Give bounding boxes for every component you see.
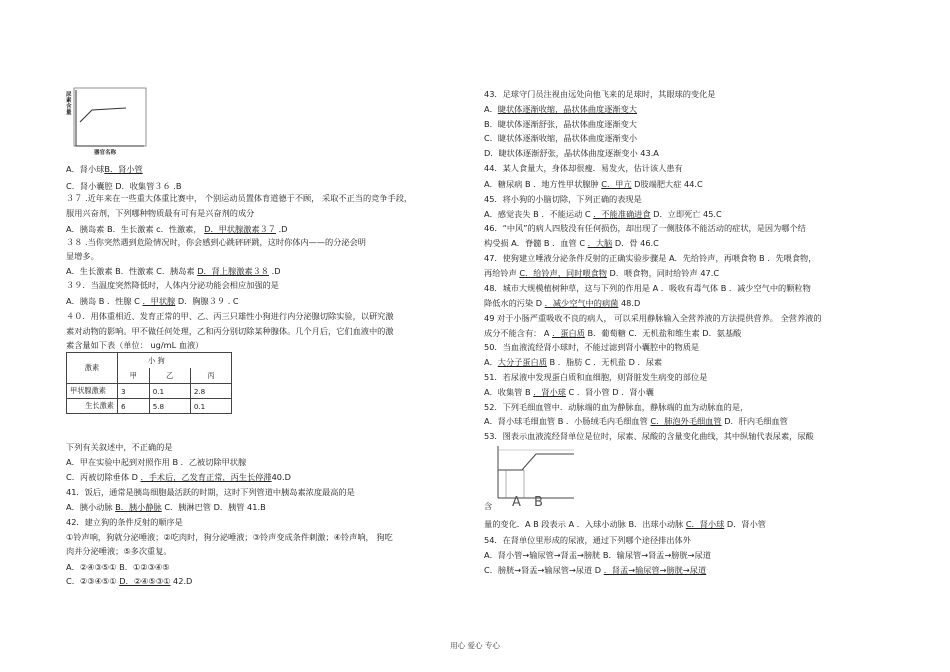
answer-underline: ．大脑 (587, 238, 613, 248)
line-text: 42．建立狗的条件反射的顺序是 (66, 517, 183, 527)
line-text: A．糖尿病 B ．地方性甲状腺肿 (484, 179, 602, 189)
line-text: 54．在肾单位里形成的尿液，通过下列哪个途径排出体外 (484, 535, 691, 545)
answer-underline: ．手术后，乙发育正常，丙生长停滞 (140, 472, 272, 482)
line-text: C．睫状体逐渐收缩，晶状体曲度逐渐变小 (484, 133, 638, 143)
graph-label-b: B (534, 495, 543, 510)
question-line (484, 148, 659, 158)
table-cell: 生长激素 (67, 399, 118, 414)
question-line (484, 328, 741, 338)
answer-underline: ．蛋白质 (552, 328, 585, 338)
question-line (484, 387, 654, 397)
question-line (484, 298, 640, 308)
line-text: A．感觉丧失 B ．不能运动 C (484, 209, 594, 219)
answer-underline: 大分子蛋白质 (497, 357, 547, 367)
answer-underline: ．肾小球 (533, 387, 566, 397)
question-line (484, 342, 699, 352)
question-line (484, 501, 492, 511)
table-cell: 2.8 (190, 384, 231, 399)
question-line (66, 532, 393, 542)
answer-underline: ．减少空气中的病菌 (544, 298, 619, 308)
line-text: C．丙被切除垂体 D (66, 472, 141, 482)
question-line (66, 502, 266, 512)
urea-content-graph (66, 84, 148, 156)
line-text: C．胰淋巴管 D．胰管 41.B (161, 502, 266, 512)
question-line (66, 266, 281, 276)
line-text: 42.D (170, 576, 193, 586)
line-text: .D (275, 224, 288, 234)
line-text: 41．饭后，通常是胰岛细胞最活跃的时期，这时下列管道中胰岛素浓度最高的是 (66, 487, 355, 497)
line-text: A．收集管 B (484, 387, 534, 397)
line-text: 43．足球守门员注视由远处向他飞来的足球时，其眼球的变化是 (484, 89, 716, 99)
table-group-header: 小 狗 (118, 353, 232, 369)
question-line (66, 237, 366, 247)
question-line (66, 576, 192, 586)
question-line (66, 340, 203, 350)
line-text: D．肾小管 (724, 519, 766, 529)
question-line (484, 163, 683, 173)
table-row (67, 384, 232, 399)
answer-underline: ．甲状腺 (142, 296, 176, 306)
question-line (484, 283, 811, 293)
hormone-table (66, 352, 232, 414)
answer-underline: B．肾小管 (104, 164, 143, 174)
line-text: C．肾小囊腔 D．收集管３６ .B (66, 181, 182, 191)
table-cell: 0.1 (190, 399, 231, 414)
line-text: C ．肾小管 D ．肾小囊 (565, 387, 654, 397)
question-line (484, 565, 706, 575)
line-text: C．②③④⑤① (66, 576, 120, 586)
line-text: 53．图表示血液流经肾单位是位时，尿素、尿酸的含量变化曲线，其中纵轴代表尿素，尿酸 (484, 431, 814, 441)
line-text: A．肾小管→输尿管→肾盂→膀胱 B．输尿管→肾盂→膀胱→尿道 (484, 550, 711, 560)
line-text: 服用兴奋剂，下列哪种物质最有可有是兴奋剂的成分 (66, 208, 255, 218)
question-line (484, 372, 707, 382)
question-line (66, 326, 394, 336)
table-col-header: 乙 (149, 368, 190, 384)
answer-underline: C．肺泡外毛细血管 (650, 416, 722, 426)
line-text: 再给铃声 (484, 268, 520, 278)
question-line (66, 224, 287, 234)
question-line (484, 104, 637, 114)
question-line (484, 253, 816, 263)
line-text: 44．某人食量大，身体却很瘦．易发火，估计该人患有 (484, 163, 683, 173)
question-line (66, 442, 172, 452)
line-text: A．胰小动脉 (66, 502, 116, 512)
line-text: A．甲在实验中起到对照作用 B ．乙被切除甲状腺 (66, 457, 247, 467)
line-text: ３８ .当你突然遇到危险情况时，你会感到心跳砰砰跳，这时你体内——的分泌会明 (66, 237, 366, 247)
question-line (66, 562, 170, 572)
question-line (484, 194, 642, 204)
line-text: A．②④③⑤① B．①②③④⑤ (66, 562, 170, 572)
line-text: 47．使狗建立唾液分泌条件反射的正确实验步骤是 A．先给铃声，再喂食物 B ．先喂食物， (484, 253, 817, 263)
table-row (67, 399, 232, 414)
answer-underline: D．甲状腺激素３７ (204, 224, 276, 234)
line-text: A． (484, 104, 498, 114)
question-line (66, 280, 279, 290)
line-text: 素含量如下表（单位： ug/mL 血液） (66, 340, 204, 350)
question-line (66, 311, 394, 321)
line-text: D．立即死亡 45.C (650, 209, 722, 219)
line-text: B ．脂肪 C ．无机盐 D ．尿素 (546, 357, 663, 367)
line-text: A．肾小球 (66, 164, 105, 174)
line-text: ３７ .近年来在一些重大体重比赛中， 个别运动员置体育道德于不顾， 采取不正当的竞争手段， (66, 193, 413, 203)
line-text: 素对动物的影响。甲不做任何处理，乙和丙分别切除某种腺体。几个月后，它们血液中的激 (66, 326, 394, 336)
question-line (484, 357, 662, 367)
graph-x-axis-label: 器官名称 (94, 150, 117, 156)
answer-underline: ．不能准确进食 (593, 209, 651, 219)
line-text: ①铃声响，狗就分泌唾液；②吃肉时，狗分泌唾液；③铃声变成条件刺激；④铃声响， 狗吃 (66, 532, 393, 542)
table-cell: 5.8 (149, 399, 190, 414)
line-text: 46．“中风”的病人四肢没有任何损伤，却出现了一侧肢体不能活动的症状，是因为哪个结 (484, 223, 806, 233)
answer-underline: 睫状体逐渐收缩，晶状体曲度逐渐变大 (497, 104, 637, 114)
line-text: 显增多。 (66, 251, 99, 261)
line-text: B．睫状体逐渐舒张，晶状体曲度逐渐变大 (484, 119, 637, 129)
question-line (484, 416, 788, 426)
line-text: 肉并分泌唾液；⑤多次重复。 (66, 546, 172, 556)
line-text: D肢端肥大症 44.C (631, 179, 703, 189)
answer-underline: C．甲亢 (601, 179, 632, 189)
line-text: D．喂食物，同时给铃声 47.C (606, 268, 720, 278)
line-text: 49 对于小肠严重吸收不良的病人， 可以采用静脉输入全营养液的方法提供营养。 全营养液的 (484, 313, 822, 323)
line-text: 构受损 A．脊髓 B ．血管 C (484, 238, 588, 248)
question-line (66, 457, 246, 467)
line-text: .D (269, 266, 281, 276)
question-line (66, 193, 412, 203)
table-col-header: 丙 (190, 368, 231, 384)
line-text: 含 (484, 501, 493, 511)
question-line (66, 164, 143, 174)
question-line (484, 89, 715, 99)
question-line (484, 550, 711, 560)
answer-underline: C．肾小球 (685, 519, 725, 529)
line-text: A． (484, 357, 498, 367)
line-text: ３９．当温度突然降低时，人体内分泌功能会相应加强的是 (66, 280, 279, 290)
line-text: D．肝内毛细血管 (721, 416, 788, 426)
table-cell: 0.1 (149, 384, 190, 399)
page-footer: 用心 爱心 专心 (450, 641, 500, 650)
line-text: A．肾小球毛细血管 B ．小肠绒毛内毛细血管 (484, 416, 651, 426)
question-line (484, 119, 637, 129)
line-text: A．生长激素 B．性激素 C．胰岛素 (66, 266, 198, 276)
answer-underline: D．肾上腺激素３８ (197, 266, 269, 276)
line-text: B．葡萄糖 C．无机盐和维生素 D．氨基酸 (584, 328, 742, 338)
question-line (66, 296, 239, 306)
table-cell: 甲状腺激素 (67, 384, 118, 399)
graph-label-a: A (512, 495, 521, 510)
question-line (484, 133, 637, 143)
table-cell: 6 (118, 399, 150, 414)
line-text: 降低水的污染 D (484, 298, 545, 308)
line-text: A．胰岛 B ．性腺 C (66, 296, 143, 306)
question-line (66, 517, 183, 527)
question-line (484, 519, 766, 529)
line-text: 48.D (618, 298, 641, 308)
question-line (66, 208, 254, 218)
question-line (66, 472, 291, 482)
line-text: 50．当血液流经肾小球时，不能过滤到肾小囊腔中的物质是 (484, 342, 700, 352)
table-cell: 3 (118, 384, 150, 399)
answer-underline: ．肾盂→输尿管→膀胱→尿道 (603, 565, 707, 575)
question-line (484, 238, 659, 248)
line-text: D．胸腺３９ . C (175, 296, 239, 306)
line-text: 48．城市大规模植树种草，这与下列的作用是 A ．吸收有毒气体 B ．减少空气中的颗粒物 (484, 283, 811, 293)
answer-underline: C．给铃声，同时喂食物 (519, 268, 607, 278)
table-row-header: 激素 (67, 353, 118, 384)
graph-y-axis-label: 尿素含量 (66, 92, 72, 116)
question-line (484, 223, 806, 233)
line-text: 45．将小狗的小脑切除，下列正确的表现是 (484, 194, 642, 204)
line-text: D．睫状体逐渐舒张，晶状体曲度逐渐变小 43.A (484, 148, 659, 158)
line-text: 51．若尿液中发现蛋白质和血细胞，则肾脏发生病变的部位是 (484, 372, 708, 382)
line-text: 下列有关叙述中，不正确的是 (66, 442, 173, 452)
question-line (484, 313, 822, 323)
question-line (66, 251, 99, 261)
answer-underline: B．胰小静脉 (115, 502, 162, 512)
line-text: A．胰岛素 B．生长激素 c．性激素， (66, 224, 205, 234)
question-line (484, 268, 719, 278)
question-line (484, 431, 814, 441)
question-line (484, 535, 691, 545)
answer-underline: D．②④⑤③① (119, 576, 171, 586)
question-line (66, 546, 172, 556)
line-text: 量的变化．A B 段表示 A ．入球小动脉 B．出球小动脉 (484, 519, 686, 529)
line-text: C．膀胱→肾盂→输尿管→尿道 D (484, 565, 604, 575)
line-text: 成分不能含有： A (484, 328, 553, 338)
question-line (66, 181, 182, 191)
line-text: D．骨 46.C (612, 238, 659, 248)
table-col-header: 甲 (118, 368, 150, 384)
line-text: 40.D (271, 472, 291, 482)
line-text: 52．下列毛细血管中．动脉端的血为静脉血，静脉端的血为动脉血的是， (484, 402, 749, 412)
question-line (484, 209, 722, 219)
question-line (484, 179, 703, 189)
question-line (66, 487, 355, 497)
line-text: ４０．用体重相近、发育正常的甲、乙、丙三只雄性小狗进行内分泌腺切除实验，以研究激 (66, 311, 394, 321)
question-line (484, 402, 748, 412)
